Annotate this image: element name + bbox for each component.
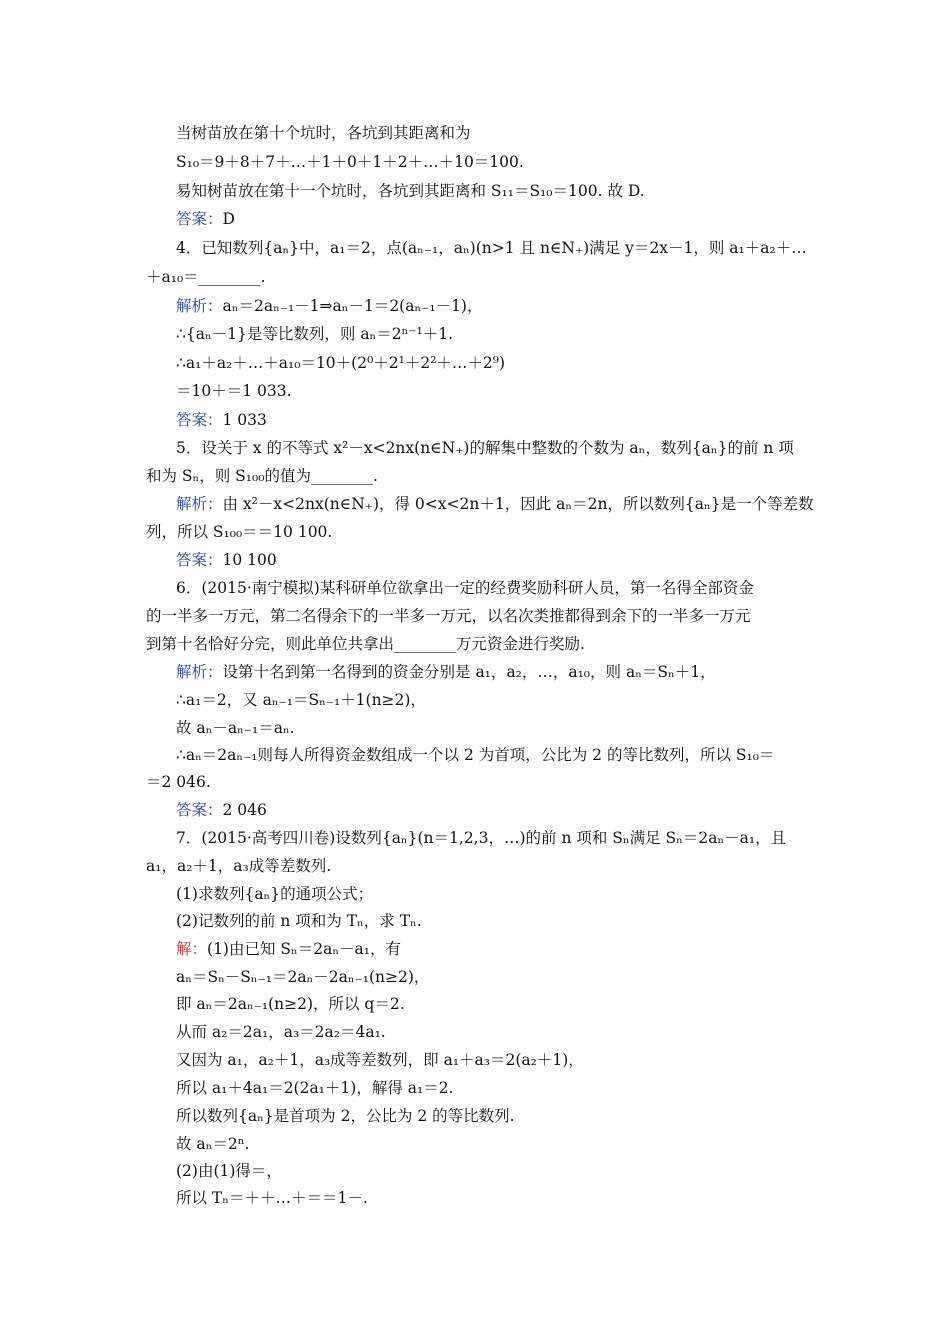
analysis-text: 由 x²－x<2nx(n∈N₊)，得 0<x<2n＋1，因此 aₙ＝2n，所以数列{aₙ}是一个等差数 <box>222 495 814 513</box>
text-line: 所以 Tₙ＝＋＋…＋＝＝1－. <box>176 1189 368 1207</box>
text-line: ＝10＋＝1 033. <box>176 382 292 400</box>
text-line: ＝2 046. <box>146 773 211 791</box>
question-line: 6．(2015·南宁模拟)某科研单位欲拿出一定的经费奖励科研人员，第一名得全部资金 <box>176 579 754 597</box>
analysis-text: 设第十名到第一名得到的资金分别是 a₁，a₂，…，a₁₀，则 aₙ＝Sₙ＋1， <box>222 663 716 681</box>
text-line: 所以 a₁＋4a₁＝2(2a₁＋1)，解得 a₁＝2. <box>176 1079 454 1097</box>
answer-text: D <box>222 210 235 228</box>
text-line: 所以数列{aₙ}是首项为 2，公比为 2 的等比数列. <box>176 1107 515 1125</box>
text-line: 当树苗放在第十个坑时，各坑到其距离和为 <box>176 124 471 142</box>
answer-text: 10 100 <box>222 551 277 569</box>
analysis-label: 解析： <box>176 495 223 513</box>
text-line: ∴a₁＝2，又 aₙ₋₁＝Sₙ₋₁＋1(n≥2)， <box>176 691 426 709</box>
text-line: ∴aₙ＝2aₙ₋₁则每人所得资金数组成一个以 2 为首项，公比为 2 的等比数列，所以 S₁₀＝ <box>176 746 775 764</box>
text-line: S₁₀＝9＋8＋7＋…＋1＋0＋1＋2＋…＋10＝100. <box>176 153 524 171</box>
question-line: (2)记数列的前 n 项和为 Tₙ，求 Tₙ. <box>176 912 422 930</box>
question-line: 5．设关于 x 的不等式 x²－x<2nx(n∈N₊)的解集中整数的个数为 aₙ，数列{aₙ}的前 n 项 <box>176 439 794 457</box>
text-line: 即 aₙ＝2aₙ₋₁(n≥2)，所以 q＝2. <box>176 995 405 1013</box>
answer-line <box>176 209 235 229</box>
text-line: 又因为 a₁，a₂＋1，a₃成等差数列，即 a₁＋a₃＝2(a₂＋1)， <box>176 1051 584 1069</box>
text-line: 易知树苗放在第十一个坑时，各坑到其距离和 S₁₁＝S₁₀＝100. 故 D. <box>176 182 645 200</box>
answer-line <box>176 800 267 820</box>
question-line: a₁，a₂＋1，a₃成等差数列. <box>146 857 332 875</box>
text-line: ∴{aₙ－1}是等比数列，则 aₙ＝2ⁿ⁻¹＋1. <box>176 325 454 343</box>
analysis-text: aₙ＝2aₙ₋₁－1⇒aₙ－1＝2(aₙ₋₁－1)， <box>222 297 483 315</box>
analysis-label: 解析： <box>176 663 223 681</box>
analysis-label: 解析： <box>176 297 223 315</box>
question-line: 和为 Sₙ，则 S₁₀₀的值为________. <box>146 467 378 485</box>
answer-label: 答案： <box>176 210 223 228</box>
question-line: 到第十名恰好分完，则此单位共拿出________万元资金进行奖励. <box>146 635 585 653</box>
solution-label: 解： <box>176 940 208 958</box>
text-line: ∴a₁＋a₂＋…＋a₁₀＝10＋(2⁰＋2¹＋2²＋…＋2⁹) <box>176 354 506 372</box>
solution-text: (1)由已知 Sₙ＝2aₙ－a₁，有 <box>207 940 401 958</box>
analysis-line <box>176 296 482 316</box>
text-line: 从而 a₂＝2a₁，a₃＝2a₂＝4a₁. <box>176 1023 386 1041</box>
question-line: (1)求数列{aₙ}的通项公式； <box>176 885 374 903</box>
answer-text: 2 046 <box>222 801 267 819</box>
text-line: 故 aₙ＝2ⁿ. <box>176 1135 250 1153</box>
analysis-line <box>176 494 814 514</box>
analysis-line <box>176 662 716 682</box>
answer-label: 答案： <box>176 551 223 569</box>
answer-line <box>176 410 267 430</box>
answer-label: 答案： <box>176 411 223 429</box>
answer-line <box>176 550 277 570</box>
text-line: (2)由(1)得＝， <box>176 1162 282 1180</box>
question-line: ＋a₁₀＝________. <box>146 268 266 286</box>
question-line: 的一半多一万元，第二名得余下的一半多一万元，以名次类推都得到余下的一半多一万元 <box>146 607 751 625</box>
question-line: 4．已知数列{aₙ}中，a₁＝2，点(aₙ₋₁，aₙ)(n>1 且 n∈N₊)满足 y＝2x－1，则 a₁＋a₂＋… <box>176 239 807 257</box>
text-line: aₙ＝Sₙ－Sₙ₋₁＝2aₙ－2aₙ₋₁(n≥2)， <box>176 968 430 986</box>
answer-text: 1 033 <box>222 411 267 429</box>
solution-line <box>176 939 401 959</box>
answer-label: 答案： <box>176 801 223 819</box>
text-line: 故 aₙ－aₙ₋₁＝aₙ. <box>176 719 295 737</box>
question-line: 7．(2015·高考四川卷)设数列{aₙ}(n＝1,2,3，…)的前 n 项和 Sₙ满足 Sₙ＝2aₙ－a₁，且 <box>176 829 787 847</box>
text-line: 列，所以 S₁₀₀＝＝10 100. <box>146 523 333 541</box>
